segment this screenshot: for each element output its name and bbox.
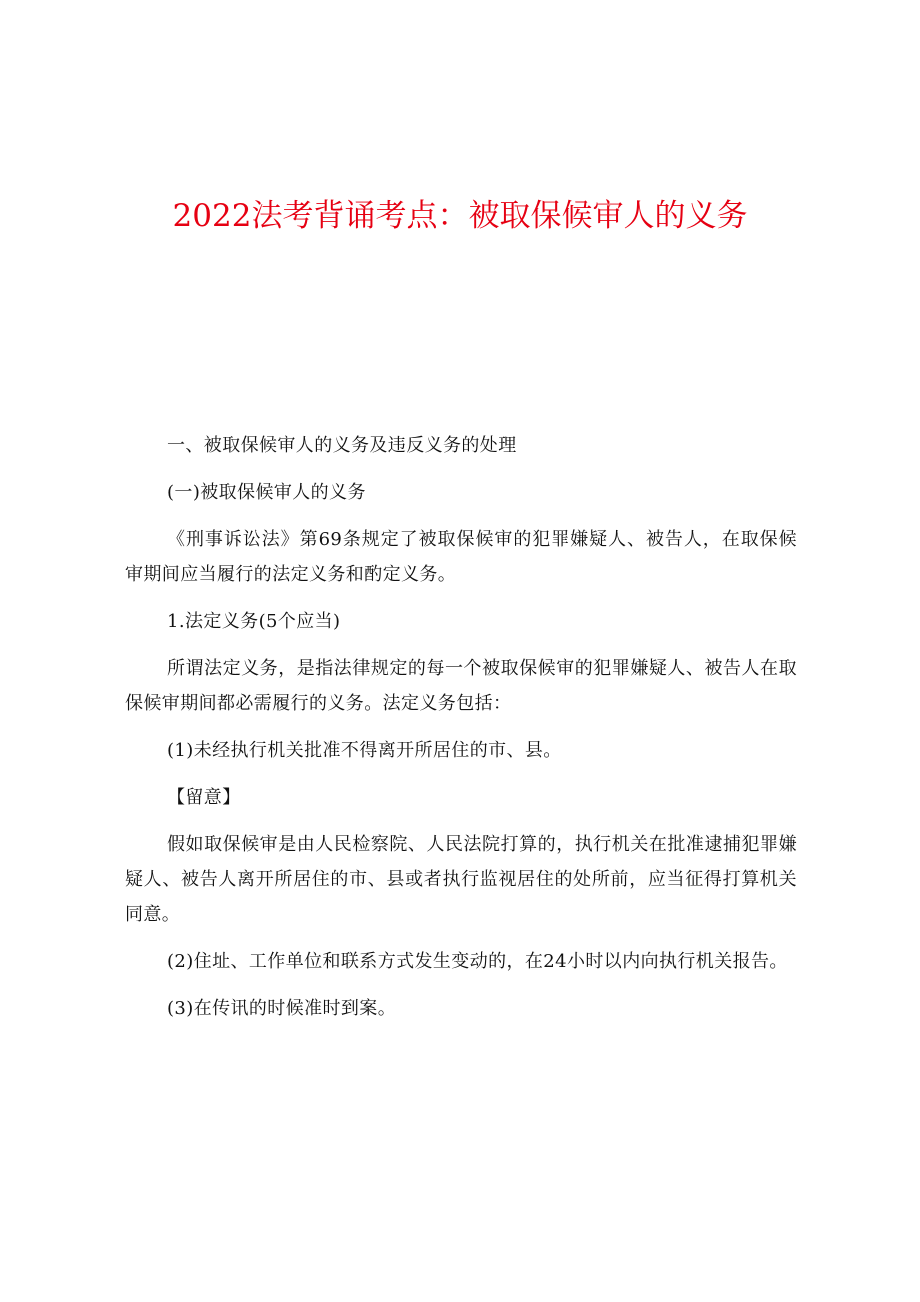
- section-heading: 一、被取保候审人的义务及违反义务的处理: [167, 435, 517, 456]
- list-item: (3)在传讯的时候准时到案。: [167, 998, 397, 1019]
- document-body: [125, 428, 797, 1038]
- body-paragraph: 《刑事诉讼法》第69条规定了被取保候审的犯罪嫌疑人、被告人，在取保候审期间应当履行的法定义务和酌定义务。: [125, 529, 797, 585]
- body-paragraph: 假如取保候审是由人民检察院、人民法院打算的，执行机关在批准逮捕犯罪嫌疑人、被告人离开所居住的市、县或者执行监视居住的处所前，应当征得打算机关同意。: [125, 834, 797, 925]
- list-item: (1)未经执行机关批准不得离开所居住的市、县。: [167, 740, 562, 761]
- note-label: 【留意】: [167, 787, 241, 808]
- list-heading: 1.法定义务(5个应当): [167, 611, 341, 632]
- body-paragraph: 所谓法定义务，是指法律规定的每一个被取保候审的犯罪嫌疑人、被告人在取保候审期间都必需履行的义务。法定义务包括：: [125, 658, 797, 714]
- document-title: 2022法考背诵考点：被取保候审人的义务: [172, 198, 748, 234]
- list-item: (2)住址、工作单位和联系方式发生变动的，在24小时以内向执行机关报告。: [167, 951, 788, 972]
- subsection-heading: (一)被取保候审人的义务: [167, 482, 366, 503]
